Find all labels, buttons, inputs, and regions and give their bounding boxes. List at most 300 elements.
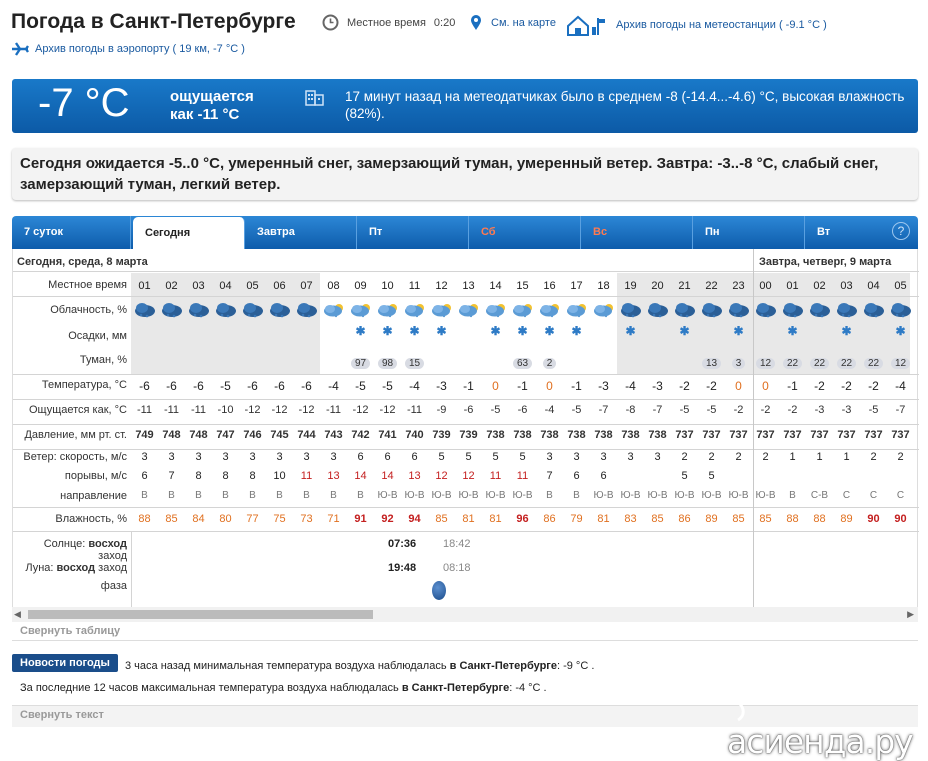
cloud-night-icon	[619, 302, 643, 318]
feels-cell: -11	[406, 404, 423, 416]
cloud-night-icon	[835, 302, 859, 318]
feels-cell: -5	[706, 404, 717, 416]
direction-cell: Ю-В	[377, 490, 398, 501]
snowflake-icon: ✱	[544, 324, 555, 338]
astro-label-part: заход	[98, 550, 127, 562]
help-icon[interactable]: ?	[892, 222, 910, 240]
astro-label-part: Солнце:	[43, 538, 89, 550]
feels-like-line1: ощущается	[170, 88, 254, 105]
row-label-humidity: Влажность, %	[55, 513, 127, 525]
snowflake-icon: ✱	[733, 324, 744, 338]
wind-cell: 3	[573, 451, 580, 463]
cloud-sun-icon	[484, 302, 508, 318]
pressure-cell: 747	[216, 429, 235, 441]
row-label-wind: Ветер: скорость, м/с	[23, 451, 127, 463]
fog-cell	[779, 353, 806, 371]
snowflake-icon: ✱	[571, 324, 582, 338]
wind-cell: 2	[735, 451, 742, 463]
gusts-cell: 11	[516, 470, 529, 482]
feels-cell: -6	[463, 404, 474, 416]
cloud-night-icon	[781, 302, 805, 318]
wind-cell: 3	[168, 451, 175, 463]
gusts-cell: 8	[249, 470, 256, 482]
humidity-cell: 80	[219, 513, 232, 525]
wind-cell: 2	[762, 451, 769, 463]
hour-cell: 03	[840, 280, 853, 292]
wind-cell: 5	[519, 451, 526, 463]
wind-cell: 6	[384, 451, 391, 463]
news-item	[20, 682, 547, 694]
wind-cell: 3	[222, 451, 229, 463]
row-label-fog: Туман, %	[79, 354, 127, 366]
moon-phase-icon	[432, 581, 446, 600]
temp-cell: -2	[679, 379, 690, 393]
direction-cell: В	[249, 490, 256, 501]
gusts-cell: 14	[354, 470, 367, 482]
temp-cell: -6	[193, 379, 204, 393]
tab-sunday[interactable]: Вс	[581, 216, 693, 249]
cloud-night-icon	[754, 302, 778, 318]
airplane-icon	[11, 42, 29, 56]
weather-station-icon	[566, 14, 608, 36]
feels-cell: -7	[895, 404, 906, 416]
snowflake-icon: ✱	[841, 324, 852, 338]
temp-cell: -5	[382, 379, 393, 393]
hour-cell: 01	[786, 280, 799, 292]
cloud-night-icon	[889, 302, 913, 318]
feels-cell: -4	[544, 404, 555, 416]
fog-cell	[725, 353, 752, 371]
day-tabs	[12, 216, 918, 249]
direction-cell: В	[195, 490, 202, 501]
humidity-cell: 85	[651, 513, 664, 525]
feels-cell: -5	[868, 404, 879, 416]
news-badge[interactable]: Новости погоды	[12, 654, 118, 672]
direction-cell: В	[546, 490, 553, 501]
feels-cell: -10	[217, 404, 234, 416]
news-text: 3 часа назад минимальная температура воздуха наблюдалась	[125, 660, 450, 672]
hour-cell: 08	[327, 280, 340, 292]
hour-cell: 15	[516, 280, 529, 292]
humidity-cell: 86	[543, 513, 556, 525]
row-divider	[13, 424, 919, 425]
divider	[12, 640, 918, 641]
row-label-clouds: Облачность, %	[50, 304, 127, 316]
hour-cell: 20	[651, 280, 664, 292]
humidity-cell: 77	[246, 513, 259, 525]
fog-badge: 12	[756, 358, 775, 369]
feels-cell: -11	[190, 404, 207, 416]
feels-cell: -3	[841, 404, 852, 416]
pressure-cell: 737	[729, 429, 748, 441]
building-icon	[304, 88, 326, 106]
pressure-cell: 737	[702, 429, 721, 441]
pressure-cell: 738	[513, 429, 532, 441]
hour-cell: 04	[867, 280, 880, 292]
airport-archive-link[interactable]	[11, 42, 245, 56]
cloud-night-icon	[862, 302, 886, 318]
scroll-right-icon[interactable]: ▶	[907, 609, 914, 619]
humidity-cell: 84	[192, 513, 205, 525]
fog-cell	[536, 353, 563, 371]
sun-rise-time: 07:36	[388, 538, 417, 550]
humidity-cell: 89	[840, 513, 853, 525]
fog-badge: 12	[891, 358, 910, 369]
feels-cell: -2	[733, 404, 744, 416]
fog-badge: 97	[351, 358, 370, 369]
hour-cell: 13	[462, 280, 475, 292]
hour-cell: 06	[273, 280, 286, 292]
humidity-cell: 90	[867, 513, 880, 525]
gusts-cell: 14	[381, 470, 394, 482]
direction-cell: Ю-В	[431, 490, 452, 501]
hour-cell: 00	[759, 280, 772, 292]
tab-saturday[interactable]: Сб	[469, 216, 581, 249]
row-divider	[13, 449, 919, 450]
watermark-logo-icon	[727, 678, 749, 722]
fog-cell	[752, 353, 779, 371]
temp-cell: -3	[598, 379, 609, 393]
sensor-summary: 17 минут назад на метеодатчиках было в среднем -8 (-14.4...-4.6) °C, высокая влажность (82%).	[345, 89, 905, 121]
gusts-cell: 5	[681, 470, 688, 482]
moon-rise-time: 19:48	[388, 562, 417, 574]
cloud-night-icon	[295, 302, 319, 318]
hour-cell: 14	[489, 280, 502, 292]
hour-cell: 23	[732, 280, 745, 292]
fog-cell	[833, 353, 860, 371]
direction-cell: В	[303, 490, 310, 501]
direction-cell: В	[141, 490, 148, 501]
temp-cell: -3	[652, 379, 663, 393]
map-link-label[interactable]: См. на карте	[491, 16, 556, 29]
gusts-cell: 8	[195, 470, 202, 482]
pressure-cell: 738	[594, 429, 613, 441]
temp-cell: -6	[274, 379, 285, 393]
direction-cell: С-В	[810, 490, 829, 501]
feels-cell: -5	[679, 404, 690, 416]
fog-badge: 2	[543, 358, 557, 369]
humidity-cell: 81	[489, 513, 502, 525]
fog-cell	[887, 353, 914, 371]
gusts-cell: 6	[573, 470, 580, 482]
gusts-cell: 10	[273, 470, 286, 482]
direction-cell: Ю-В	[593, 490, 614, 501]
cloud-night-icon	[727, 302, 751, 318]
temp-cell: -4	[895, 379, 906, 393]
cloud-night-icon	[808, 302, 832, 318]
temp-cell: -3	[436, 379, 447, 393]
humidity-cell: 92	[381, 513, 394, 525]
tab-monday[interactable]: Пн	[693, 216, 805, 249]
wind-cell: 1	[789, 451, 796, 463]
tab-today[interactable]: Сегодня	[133, 217, 245, 249]
temp-cell: -6	[166, 379, 177, 393]
news-value: : -4 °C .	[509, 682, 547, 694]
date-today: Сегодня, среда, 8 марта	[17, 256, 148, 268]
direction-cell: В	[168, 490, 175, 501]
pressure-cell: 748	[162, 429, 181, 441]
pressure-cell: 737	[864, 429, 883, 441]
snowflake-icon: ✱	[787, 324, 798, 338]
wind-cell: 3	[654, 451, 661, 463]
fog-badge: 63	[513, 358, 532, 369]
row-label-hours: Местное время	[48, 279, 127, 291]
row-divider	[13, 296, 919, 297]
fog-cell	[698, 353, 725, 371]
direction-cell: В	[789, 490, 796, 501]
tab-friday[interactable]: Пт	[357, 216, 469, 249]
snowflake-icon: ✱	[355, 324, 366, 338]
wind-cell: 1	[843, 451, 850, 463]
wind-cell: 2	[870, 451, 877, 463]
temp-cell: -5	[220, 379, 231, 393]
wind-cell: 3	[303, 451, 310, 463]
direction-cell: В	[222, 490, 229, 501]
news-value: : -9 °C .	[556, 660, 595, 672]
collapse-text-link[interactable]: Свернуть текст	[20, 709, 104, 721]
hour-cell: 18	[597, 280, 610, 292]
row-label-gusts: порывы, м/с	[64, 470, 127, 482]
feels-cell: -11	[163, 404, 180, 416]
fog-badge: 22	[783, 358, 802, 369]
temp-cell: -1	[463, 379, 474, 393]
feels-cell: -5	[571, 404, 582, 416]
row-divider	[13, 271, 919, 272]
cloud-night-icon	[214, 302, 238, 318]
tab-tuesday[interactable]: Вт	[817, 226, 831, 238]
hour-cell: 11	[408, 280, 421, 292]
temp-cell: 0	[492, 379, 499, 393]
horizontal-scrollbar[interactable]	[12, 607, 918, 622]
humidity-cell: 96	[516, 513, 529, 525]
wind-cell: 5	[492, 451, 499, 463]
pressure-cell: 737	[810, 429, 829, 441]
hour-cell: 09	[354, 280, 367, 292]
direction-cell: С	[869, 490, 878, 501]
feels-cell: -3	[814, 404, 825, 416]
humidity-cell: 94	[408, 513, 421, 525]
gusts-cell: 12	[435, 470, 448, 482]
pressure-cell: 749	[135, 429, 154, 441]
wind-cell: 3	[141, 451, 148, 463]
fog-badge: 22	[864, 358, 883, 369]
hourly-table	[12, 249, 918, 609]
humidity-cell: 81	[597, 513, 610, 525]
pressure-cell: 741	[378, 429, 397, 441]
row-divider	[13, 507, 919, 508]
direction-cell: Ю-В	[485, 490, 506, 501]
news-city: в Санкт-Петербурге	[401, 682, 510, 694]
hour-cell: 16	[543, 280, 556, 292]
feels-cell: -12	[352, 404, 369, 416]
feels-like	[170, 88, 280, 124]
temp-cell: -6	[247, 379, 258, 393]
pressure-cell: 744	[297, 429, 316, 441]
temp-cell: -5	[355, 379, 366, 393]
feels-cell: -6	[517, 404, 528, 416]
airport-archive-label[interactable]: Архив погоды в аэропорту ( 19 км, -7 °C )	[35, 43, 245, 55]
scrollbar-thumb[interactable]	[28, 610, 373, 619]
direction-cell: С	[896, 490, 905, 501]
wind-cell: 2	[897, 451, 904, 463]
wind-cell: 6	[411, 451, 418, 463]
pressure-cell: 737	[891, 429, 910, 441]
date-tomorrow: Завтра, четверг, 9 марта	[759, 256, 892, 268]
cloud-night-icon	[268, 302, 292, 318]
direction-cell: В	[357, 490, 364, 501]
feels-cell: -12	[244, 404, 261, 416]
clock-icon	[322, 14, 339, 31]
news-city: в Санкт-Петербурге	[449, 660, 557, 672]
gusts-cell: 8	[222, 470, 229, 482]
watermark-text: асиенда.ру	[727, 722, 913, 761]
cloud-night-icon	[646, 302, 670, 318]
pressure-cell: 737	[783, 429, 802, 441]
pressure-cell: 745	[270, 429, 289, 441]
direction-cell: В	[276, 490, 283, 501]
cloud-sun-icon	[322, 302, 346, 318]
row-label-moon_phase: фаза	[100, 580, 127, 592]
feels-cell: -12	[379, 404, 396, 416]
feels-cell: -9	[436, 404, 447, 416]
humidity-cell: 91	[354, 513, 367, 525]
gusts-cell: 11	[489, 470, 502, 482]
map-link[interactable]	[470, 14, 556, 31]
feels-cell: -2	[787, 404, 798, 416]
humidity-cell: 88	[138, 513, 151, 525]
gusts-cell: 13	[327, 470, 340, 482]
fog-cell	[860, 353, 887, 371]
snowflake-icon: ✱	[382, 324, 393, 338]
wind-cell: 2	[681, 451, 688, 463]
wind-cell: 3	[276, 451, 283, 463]
temp-cell: -4	[328, 379, 339, 393]
gusts-cell: 7	[546, 470, 553, 482]
row-label-temp: Температура, °С	[41, 379, 127, 391]
local-time-label: Местное время	[347, 16, 426, 29]
feels-cell: -11	[325, 404, 342, 416]
page-header	[0, 0, 928, 74]
gusts-cell: 6	[141, 470, 148, 482]
pressure-cell: 737	[837, 429, 856, 441]
scroll-left-icon[interactable]: ◀	[14, 609, 21, 619]
temp-cell: -2	[868, 379, 879, 393]
station-archive-label[interactable]: Архив погоды на метеостанции ( -9.1 °C )	[616, 19, 827, 31]
humidity-cell: 90	[894, 513, 907, 525]
direction-cell: В	[573, 490, 580, 501]
collapse-table-link[interactable]: Свернуть таблицу	[20, 625, 121, 637]
temp-cell: -1	[787, 379, 798, 393]
cloud-sun-icon	[457, 302, 481, 318]
row-label-astro	[13, 538, 127, 562]
snowflake-icon: ✱	[625, 324, 636, 338]
humidity-cell: 81	[462, 513, 475, 525]
station-archive-link[interactable]	[566, 14, 827, 36]
direction-cell: В	[330, 490, 337, 501]
cloud-sun-icon	[538, 302, 562, 318]
local-time-value: 0:20	[433, 16, 456, 29]
feels-cell: -2	[760, 404, 771, 416]
cloud-night-icon	[187, 302, 211, 318]
hour-cell: 10	[381, 280, 394, 292]
forecast-summary: Сегодня ожидается -5..0 °C, умеренный снег, замерзающий туман, умеренный ветер. Завтра: -3..-8 °C, слабый снег, замерзающий туман, легкий ветер.	[12, 148, 918, 200]
fog-badge: 22	[810, 358, 829, 369]
news-text: За последние 12 часов максимальная температура воздуха наблюдалась	[20, 682, 402, 694]
watermark	[727, 678, 928, 761]
humidity-cell: 73	[300, 513, 313, 525]
humidity-cell: 89	[705, 513, 718, 525]
humidity-cell: 83	[624, 513, 637, 525]
snowflake-icon: ✱	[409, 324, 420, 338]
hour-cell: 03	[192, 280, 205, 292]
row-divider	[13, 399, 919, 400]
snowflake-icon: ✱	[436, 324, 447, 338]
hour-cell: 05	[894, 280, 907, 292]
row-label-dir: направление	[60, 490, 127, 502]
wind-cell: 3	[546, 451, 553, 463]
gusts-cell: 12	[462, 470, 475, 482]
pressure-cell: 743	[324, 429, 343, 441]
humidity-cell: 85	[165, 513, 178, 525]
feels-cell: -8	[625, 404, 636, 416]
feels-like-line2: как -11 °C	[170, 106, 240, 123]
row-label-feels: Ощущается как, °С	[28, 404, 127, 416]
temp-cell: -2	[814, 379, 825, 393]
direction-cell: Ю-В	[728, 490, 749, 501]
humidity-cell: 75	[273, 513, 286, 525]
astro-label-part: восход	[56, 562, 99, 574]
wind-cell: 2	[708, 451, 715, 463]
snowflake-icon: ✱	[679, 324, 690, 338]
direction-cell: Ю-В	[620, 490, 641, 501]
wind-cell: 3	[627, 451, 634, 463]
direction-cell: Ю-В	[458, 490, 479, 501]
feels-cell: -12	[298, 404, 315, 416]
wind-cell: 1	[816, 451, 823, 463]
map-pin-icon	[470, 14, 482, 31]
wind-cell: 5	[438, 451, 445, 463]
tab-7-days[interactable]: 7 суток	[12, 216, 131, 249]
current-temperature: -7 °C	[38, 81, 130, 125]
hour-cell: 05	[246, 280, 259, 292]
hour-cell: 19	[624, 280, 637, 292]
row-divider	[13, 374, 919, 375]
fog-badge: 22	[837, 358, 856, 369]
pressure-cell: 746	[243, 429, 262, 441]
temp-cell: -1	[571, 379, 582, 393]
humidity-cell: 88	[813, 513, 826, 525]
temp-cell: 0	[735, 379, 742, 393]
cloud-night-icon	[700, 302, 724, 318]
temp-cell: -4	[409, 379, 420, 393]
gusts-cell: 7	[168, 470, 175, 482]
pressure-cell: 738	[648, 429, 667, 441]
tab-tomorrow[interactable]: Завтра	[245, 216, 357, 249]
fog-cell	[374, 353, 401, 371]
pressure-cell: 739	[459, 429, 478, 441]
hour-cell: 07	[300, 280, 313, 292]
pressure-cell: 742	[351, 429, 370, 441]
pressure-cell: 738	[540, 429, 559, 441]
cloud-sun-icon	[403, 302, 427, 318]
cloud-sun-icon	[511, 302, 535, 318]
column-divider	[131, 531, 132, 609]
cloud-night-icon	[673, 302, 697, 318]
wind-cell: 5	[465, 451, 472, 463]
cloud-night-icon	[133, 302, 157, 318]
hour-cell: 21	[678, 280, 691, 292]
hour-cell: 22	[705, 280, 718, 292]
